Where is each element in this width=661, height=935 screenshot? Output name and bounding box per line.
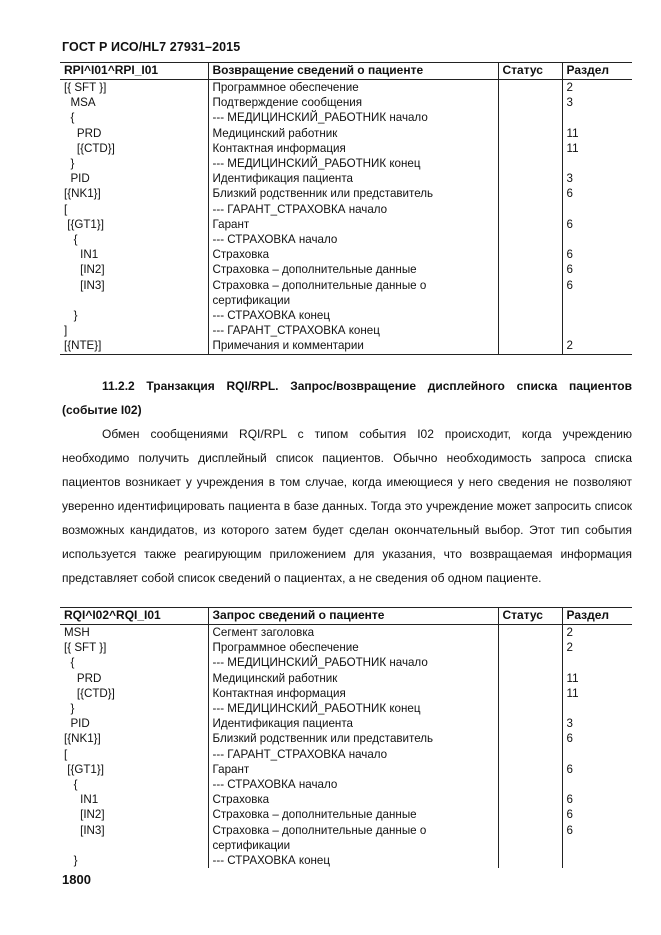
segment-cell: {	[64, 111, 75, 125]
description-cell: Страховка – дополнительные данные	[208, 807, 498, 822]
description-cell: --- МЕДИЦИНСКИЙ_РАБОТНИК начало	[208, 655, 498, 670]
segment-cell: ]	[64, 324, 68, 338]
table-row	[60, 247, 632, 262]
description-cell: Медицинский работник	[208, 671, 498, 686]
table-row	[60, 156, 632, 171]
segment-cell: MSH	[64, 626, 90, 639]
status-cell	[498, 777, 562, 792]
description-cell: --- СТРАХОВКА начало	[208, 232, 498, 247]
description-cell: Контактная информация	[208, 686, 498, 701]
segment-cell: [{NK1}]	[64, 187, 101, 201]
column-header-section: Раздел	[562, 608, 632, 625]
segment-cell: PRD	[64, 671, 102, 685]
section-cell: 6	[562, 792, 632, 807]
status-cell	[498, 853, 562, 868]
status-cell	[498, 807, 562, 822]
section-cell: 3	[562, 95, 632, 110]
table-row	[60, 853, 632, 868]
segment-cell: {	[64, 233, 78, 247]
table-row	[60, 731, 632, 746]
status-cell	[498, 202, 562, 217]
description-cell: Программное обеспечение	[208, 640, 498, 655]
description-cell: Сегмент заголовка	[208, 625, 498, 641]
table-row	[60, 202, 632, 217]
section-cell: 6	[562, 262, 632, 277]
description-cell: Медицинский работник	[208, 126, 498, 141]
status-cell	[498, 338, 562, 354]
segment-cell: [IN3]	[64, 278, 105, 292]
segment-cell: [{ SFT }]	[64, 641, 107, 655]
description-cell: Программное обеспечение	[208, 80, 498, 96]
description-cell: --- СТРАХОВКА конец	[208, 308, 498, 323]
status-cell	[498, 716, 562, 731]
status-cell	[498, 171, 562, 186]
section-cell: 2	[562, 640, 632, 655]
section-cell: 11	[562, 671, 632, 686]
description-cell: --- МЕДИЦИНСКИЙ_РАБОТНИК конец	[208, 156, 498, 171]
status-cell	[498, 217, 562, 232]
column-header-section: Раздел	[562, 63, 632, 80]
section-cell	[562, 747, 632, 762]
status-cell	[498, 80, 562, 96]
table-row	[60, 716, 632, 731]
segment-cell: [{NTE}]	[60, 338, 208, 354]
section-cell: 3	[562, 171, 632, 186]
table-row	[60, 671, 632, 686]
section-paragraph: Обмен сообщениями RQI/RPL с типом события I02 происходит, когда учреждению необходимо получить дисплейный список пациентов. Обычно необходимость запроса списка пациентов возникает у учреждения в том случае, когда имеющиеся у него сведения не позволяют уверенно идентифицировать пациента в базе данных. Тогда это учреждение может запросить список возможных кандидатов, из которого затем будет сделан окончательный выбор. Этот тип события используется также реагирующим приложением для указания, что возвращаемая информация представляет собой список сведений о пациентах, а не сведения об одном пациенте.	[62, 427, 632, 585]
table-row	[60, 80, 632, 96]
section-cell: 2	[562, 625, 632, 641]
status-cell	[498, 686, 562, 701]
table-row	[60, 338, 632, 354]
segment-cell: }	[64, 702, 75, 716]
status-cell	[498, 186, 562, 201]
status-cell	[498, 262, 562, 277]
segment-cell: IN1	[64, 248, 99, 262]
description-cell: --- МЕДИЦИНСКИЙ_РАБОТНИК начало	[208, 110, 498, 125]
description-cell: Близкий родственник или представитель	[208, 186, 498, 201]
segment-cell: [{NK1}]	[64, 732, 101, 746]
table-row	[60, 777, 632, 792]
status-cell	[498, 625, 562, 641]
description-cell: Подтверждение сообщения	[208, 95, 498, 110]
table-row	[60, 262, 632, 277]
table-row	[60, 217, 632, 232]
segment-cell: [IN2]	[64, 263, 105, 277]
segment-cell: }	[64, 157, 75, 171]
segment-cell: }	[64, 854, 78, 868]
section-cell: 6	[562, 731, 632, 746]
segment-cell: [	[64, 747, 68, 761]
segment-cell: }	[64, 309, 78, 323]
description-cell: --- СТРАХОВКА конец	[208, 853, 498, 868]
description-cell: --- МЕДИЦИНСКИЙ_РАБОТНИК конец	[208, 701, 498, 716]
description-cell: Страховка	[208, 247, 498, 262]
status-cell	[498, 323, 562, 338]
page-number: 1800	[62, 872, 91, 887]
section-cell: 11	[562, 126, 632, 141]
segment-cell: [IN3]	[64, 823, 105, 837]
description-cell: Страховка – дополнительные данные о сертификации	[208, 278, 498, 308]
column-header-description: Возвращение сведений о пациенте	[208, 63, 498, 80]
status-cell	[498, 701, 562, 716]
section-11-2-2	[62, 374, 632, 590]
table-row	[60, 141, 632, 156]
segment-cell: MSA	[64, 96, 96, 110]
table-row	[60, 232, 632, 247]
message-structure-table-rqi	[60, 607, 632, 868]
table-row	[60, 625, 632, 641]
segment-cell: {	[64, 778, 78, 792]
table-row	[60, 701, 632, 716]
table-row	[60, 323, 632, 338]
section-cell: 6	[562, 823, 632, 853]
status-cell	[498, 792, 562, 807]
status-cell	[498, 671, 562, 686]
segment-cell: PID	[64, 172, 90, 186]
table-row	[60, 655, 632, 670]
status-cell	[498, 247, 562, 262]
column-header-status: Статус	[498, 63, 562, 80]
status-cell	[498, 762, 562, 777]
section-cell	[562, 701, 632, 716]
section-cell	[562, 655, 632, 670]
table-row	[60, 762, 632, 777]
message-structure-table-rpi	[60, 62, 632, 355]
description-cell: --- ГАРАНТ_СТРАХОВКА конец	[208, 323, 498, 338]
table-row	[60, 126, 632, 141]
section-cell: 11	[562, 686, 632, 701]
segment-cell: [{GT1}]	[64, 217, 104, 231]
description-cell: --- ГАРАНТ_СТРАХОВКА начало	[208, 202, 498, 217]
segment-cell: [	[64, 202, 68, 216]
section-cell	[562, 853, 632, 868]
table-row	[60, 807, 632, 822]
section-cell: 6	[562, 762, 632, 777]
description-cell: --- СТРАХОВКА начало	[208, 777, 498, 792]
section-cell: 6	[562, 186, 632, 201]
section-cell: 2	[562, 338, 632, 354]
section-heading: 11.2.2 Транзакция RQI/RPL. Запрос/возвращение дисплейного списка пациентов (событие I02)	[62, 379, 632, 417]
description-cell: Страховка	[208, 792, 498, 807]
description-cell: Близкий родственник или представитель	[208, 731, 498, 746]
description-cell: Идентификация пациента	[208, 171, 498, 186]
table-row	[60, 823, 632, 853]
segment-cell: PID	[64, 717, 90, 731]
description-cell: Контактная информация	[208, 141, 498, 156]
table-row	[60, 308, 632, 323]
section-cell	[562, 777, 632, 792]
status-cell	[498, 141, 562, 156]
column-header-description: Запрос сведений о пациенте	[208, 608, 498, 625]
section-cell	[562, 156, 632, 171]
description-cell: Примечания и комментарии	[208, 338, 498, 354]
status-cell	[498, 640, 562, 655]
section-cell: 2	[562, 80, 632, 96]
column-header-message: RPI^I01^RPI_I01	[60, 63, 208, 80]
table-row	[60, 110, 632, 125]
segment-cell: [IN2]	[64, 808, 105, 822]
section-cell	[562, 323, 632, 338]
column-header-message: RQI^I02^RQI_I01	[60, 608, 208, 625]
table-row	[60, 792, 632, 807]
section-cell	[562, 202, 632, 217]
section-cell: 6	[562, 217, 632, 232]
table-row	[60, 186, 632, 201]
table-header-row	[60, 608, 632, 625]
status-cell	[498, 156, 562, 171]
status-cell	[498, 278, 562, 308]
table-row	[60, 747, 632, 762]
segment-cell: [{GT1}]	[64, 762, 104, 776]
section-cell: 11	[562, 141, 632, 156]
column-header-status: Статус	[498, 608, 562, 625]
status-cell	[498, 731, 562, 746]
status-cell	[498, 655, 562, 670]
description-cell: Страховка – дополнительные данные о сертификации	[208, 823, 498, 853]
section-cell	[562, 110, 632, 125]
status-cell	[498, 823, 562, 853]
section-cell	[562, 308, 632, 323]
section-cell: 6	[562, 278, 632, 308]
segment-cell: {	[64, 656, 75, 670]
segment-cell: IN1	[64, 793, 99, 807]
status-cell	[498, 95, 562, 110]
document-header: ГОСТ Р ИСО/HL7 27931–2015	[62, 40, 241, 54]
segment-cell: [{CTD}]	[64, 686, 115, 700]
section-cell	[562, 232, 632, 247]
table-row	[60, 640, 632, 655]
status-cell	[498, 308, 562, 323]
table-row	[60, 686, 632, 701]
status-cell	[498, 232, 562, 247]
description-cell: --- ГАРАНТ_СТРАХОВКА начало	[208, 747, 498, 762]
description-cell: Страховка – дополнительные данные	[208, 262, 498, 277]
table-row	[60, 171, 632, 186]
segment-cell: [{CTD}]	[64, 141, 115, 155]
status-cell	[498, 126, 562, 141]
description-cell: Гарант	[208, 762, 498, 777]
table-row	[60, 95, 632, 110]
section-cell: 3	[562, 716, 632, 731]
description-cell: Идентификация пациента	[208, 716, 498, 731]
status-cell	[498, 110, 562, 125]
table-header-row	[60, 63, 632, 80]
section-cell: 6	[562, 247, 632, 262]
section-cell: 6	[562, 807, 632, 822]
segment-cell: PRD	[64, 126, 102, 140]
description-cell: Гарант	[208, 217, 498, 232]
table-row	[60, 278, 632, 308]
segment-cell: [{ SFT }]	[64, 81, 107, 94]
status-cell	[498, 747, 562, 762]
